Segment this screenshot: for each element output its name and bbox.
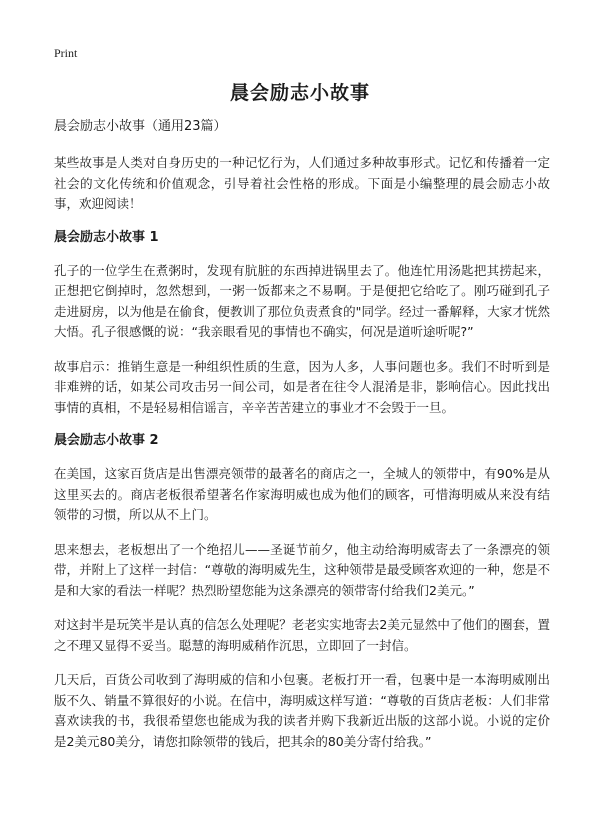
section-1-paragraph-2: 故事启示：推销生意是一种组织性质的生意，因为人多，人事问题也多。我们不时听到是非难辨的话，如某公司攻击另一间公司，如是者在往令人混淆是非，影响信心。因此找出事情的真相，不是轻易相信谣言，辛辛苦苦建立的事业才不会毁于一旦。: [54, 358, 550, 415]
section-heading-2: 晨会励志小故事 2: [54, 433, 159, 448]
document-subtitle: 晨会励志小故事（通用23篇）: [54, 119, 227, 134]
document-body: [54, 118, 550, 766]
intro-paragraph: 某些故事是人类对自身历史的一种记忆行为，人们通过多种故事形式。记忆和传播着一定社会的文化传统和价值观念，引导着社会性格的形成。下面是小编整理的晨会励志小故事，欢迎阅读！: [54, 155, 550, 211]
section-heading-1: 晨会励志小故事 1: [54, 229, 159, 245]
section-1-paragraph-1: 孔子的一位学生在煮粥时，发现有肮脏的东西掉进锅里去了。他连忙用汤匙把其捞起来，正想把它倒掉时，忽然想到，一粥一饭都来之不易啊。于是便把它给吃了。刚巧碰到孔子走进厨房，以为他是在偷食，便教训了那位负责煮食的"同学。经过一番解释，大家才恍然大悟。孔子很感慨的说：“我亲眼看见的事情也不确实，何况是道听途听呢?”: [54, 262, 550, 339]
section-2-paragraph-4: 几天后，百货公司收到了海明威的信和小包裹。老板打开一看，包裹中是一本海明威刚出版不久、销量不算很好的小说。在信中，海明威这样写道：“尊敬的百货店老板：人们非常喜欢读我的书，我很希望您也能成为我的读者并购下我新近出版的这部小说。小说的定价是2美元80美分，请您扣除领带的钱后，把其余的80美分寄付给我。”: [54, 672, 550, 749]
section-2-paragraph-3: 对这封半是玩笑半是认真的信怎么处理呢？老老实实地寄去2美元显然中了他们的圈套，置之不理又显得不妥当。聪慧的海明威稍作沉思，立即回了一封信。: [54, 617, 550, 653]
page-title: 晨会励志小故事: [229, 82, 370, 104]
print-link[interactable]: Print: [54, 46, 78, 60]
section-2-paragraph-2: 思来想去，老板想出了一个绝招儿——圣诞节前夕，他主动给海明威寄去了一条漂亮的领带，并附上了这样一封信：“尊敬的海明威先生，这种领带是最受顾客欢迎的一种，您是不是和大家的看法一样呢？热烈盼望您能为这条漂亮的领带寄付给我们2美元。”: [54, 541, 550, 598]
section-2-paragraph-1: 在美国，这家百货店是出售漂亮领带的最著名的商店之一，全城人的领带中，有90%是从这里买去的。商店老板很希望著名作家海明威也成为他们的顾客，可惜海明威从来没有结领带的习惯，所以从不上门。: [54, 466, 550, 522]
